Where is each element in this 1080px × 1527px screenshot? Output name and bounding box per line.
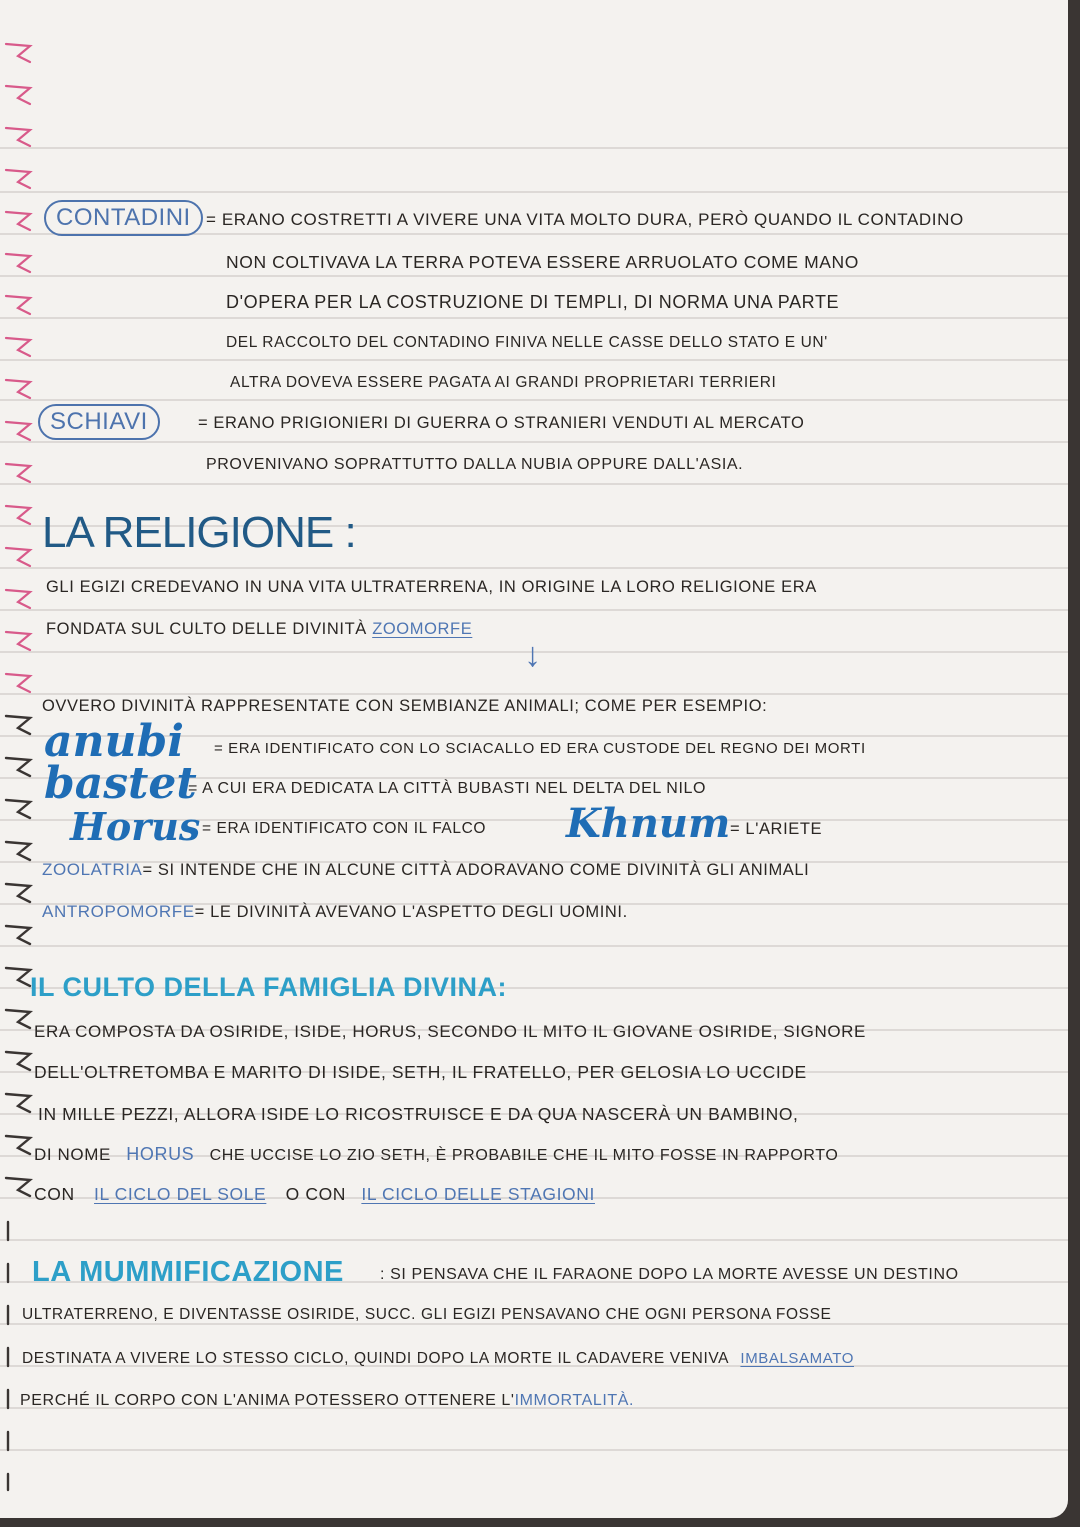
khnum-text: = L'ARIETE bbox=[730, 820, 823, 838]
antropomorfe-term: ANTROPOMORFE bbox=[42, 902, 195, 921]
famiglia-horus: HORUS bbox=[126, 1144, 195, 1164]
ciclo-sole: IL CICLO DEL SOLE bbox=[94, 1184, 267, 1204]
bastet-name: bastet bbox=[44, 758, 197, 809]
religione-title: LA RELIGIONE : bbox=[42, 508, 356, 557]
contadini-line-4: DEL RACCOLTO DEL CONTADINO FINIVA NELLE CASSE DELLO STATO E UN' bbox=[226, 334, 828, 351]
schiavi-line-2: PROVENIVANO SOPRATTUTTO DALLA NUBIA OPPURE DALL'ASIA. bbox=[206, 456, 744, 473]
famiglia-line-5-a: CON bbox=[34, 1184, 75, 1204]
religione-line-1: GLI EGIZI CREDEVANO IN UNA VITA ULTRATERRENA, IN ORIGINE LA LORO RELIGIONE ERA bbox=[46, 578, 817, 596]
zoolatria-text: = SI INTENDE CHE IN ALCUNE CITTÀ ADORAVANO COME DIVINITÀ GLI ANIMALI bbox=[142, 861, 810, 879]
religione-line-2-row bbox=[46, 619, 472, 639]
mummificazione-title: LA MUMMIFICAZIONE bbox=[32, 1256, 344, 1288]
mummificazione-line-1: : SI PENSAVA CHE IL FARAONE DOPO LA MORTE AVESSE UN DESTINO bbox=[380, 1266, 959, 1283]
mummificazione-line-3-a: DESTINATA A VIVERE LO STESSO CICLO, QUINDI DOPO LA MORTE IL CADAVERE VENIVA bbox=[22, 1350, 730, 1367]
contadini-line-2: NON COLTIVAVA LA TERRA POTEVA ESSERE ARRUOLATO COME MANO bbox=[226, 252, 859, 272]
horus-text: = ERA IDENTIFICATO CON IL FALCO bbox=[202, 820, 487, 837]
famiglia-line-4-b: CHE UCCISE LO ZIO SETH, È PROBABILE CHE IL MITO FOSSE IN RAPPORTO bbox=[209, 1147, 839, 1164]
contadini-label: CONTADINI bbox=[44, 200, 203, 236]
religione-line-2: FONDATA SUL CULTO DELLE DIVINITÀ bbox=[46, 620, 367, 638]
famiglia-line-5-row bbox=[34, 1184, 595, 1205]
famiglia-line-3: IN MILLE PEZZI, ALLORA ISIDE LO RICOSTRUISCE E DA QUA NASCERÀ UN BAMBINO, bbox=[38, 1104, 799, 1124]
famiglia-line-4-row bbox=[34, 1144, 838, 1165]
horus-name: Horus bbox=[70, 804, 201, 849]
antropomorfe-text: = LE DIVINITÀ AVEVANO L'ASPETTO DEGLI UOMINI. bbox=[194, 903, 628, 921]
ciclo-stagioni: IL CICLO DELLE STAGIONI bbox=[361, 1184, 595, 1204]
mummificazione-line-3-row bbox=[22, 1348, 854, 1368]
bastet-text: = A CUI ERA DEDICATA LA CITTÀ BUBASTI NEL DELTA DEL NILO bbox=[188, 780, 707, 797]
imbalsamato-term: IMBALSAMATO bbox=[740, 1350, 854, 1367]
anubi-text: = ERA IDENTIFICATO CON LO SCIACALLO ED ERA CUSTODE DEL REGNO DEI MORTI bbox=[214, 740, 866, 757]
contadini-line-5: ALTRA DOVEVA ESSERE PAGATA AI GRANDI PROPRIETARI TERRIERI bbox=[230, 374, 777, 391]
famiglia-line-2: DELL'OLTRETOMBA E MARITO DI ISIDE, SETH, IL FRATELLO, PER GELOSIA LO UCCIDE bbox=[34, 1062, 807, 1082]
antropomorfe-row bbox=[42, 902, 628, 922]
zoolatria-term: ZOOLATRIA bbox=[42, 860, 143, 879]
mummificazione-line-2: ULTRATERRENO, E DIVENTASSE OSIRIDE, SUCC. GLI EGIZI PENSAVANO CHE OGNI PERSONA FOSSE bbox=[22, 1306, 832, 1323]
schiavi-line-1: = ERANO PRIGIONIERI DI GUERRA O STRANIERI VENDUTI AL MERCATO bbox=[198, 414, 805, 432]
zoomorfe-term: ZOOMORFE bbox=[372, 620, 473, 638]
famiglia-title: IL CULTO DELLA FAMIGLIA DIVINA: bbox=[30, 972, 507, 1002]
famiglia-line-1: ERA COMPOSTA DA OSIRIDE, ISIDE, HORUS, SECONDO IL MITO IL GIOVANE OSIRIDE, SIGNORE bbox=[34, 1022, 866, 1041]
down-arrow: ↓ bbox=[524, 636, 542, 674]
spiral-binding bbox=[0, 0, 40, 1518]
schiavi-label: SCHIAVI bbox=[38, 404, 160, 440]
mummificazione-line-4-a: PERCHÉ IL CORPO CON L'ANIMA POTESSERO OTTENERE L' bbox=[20, 1392, 515, 1409]
contadini-line-3: D'OPERA PER LA COSTRUZIONE DI TEMPLI, DI NORMA UNA PARTE bbox=[226, 292, 840, 312]
famiglia-line-4-a: DI NOME bbox=[34, 1145, 111, 1164]
contadini-line-1: = ERANO COSTRETTI A VIVERE UNA VITA MOLTO DURA, PERÒ QUANDO IL CONTADINO bbox=[206, 210, 964, 229]
religione-line-3: OVVERO DIVINITÀ RAPPRESENTATE CON SEMBIANZE ANIMALI; COME PER ESEMPIO: bbox=[42, 697, 768, 715]
anubi-name: anubi bbox=[44, 716, 184, 767]
famiglia-line-5-b: O CON bbox=[285, 1184, 347, 1204]
zoolatria-row bbox=[42, 860, 809, 880]
immortalita-term: IMMORTALITÀ. bbox=[514, 1392, 635, 1409]
khnum-name: Khnum bbox=[566, 800, 731, 847]
mummificazione-line-4-row bbox=[20, 1390, 634, 1410]
